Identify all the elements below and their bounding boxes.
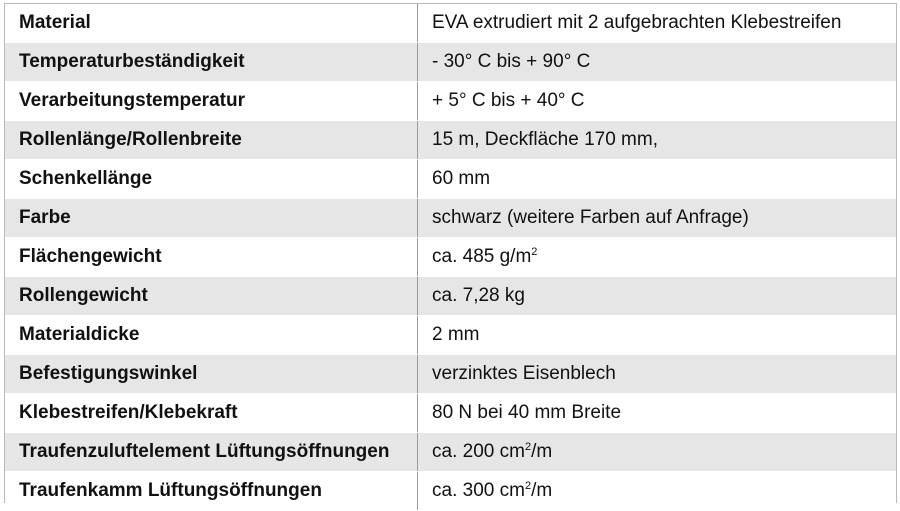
table-row [5,238,896,277]
row-value: 80 N bei 40 mm Breite [418,394,897,433]
row-label: Temperaturbeständigkeit [5,43,418,82]
table-row [5,355,896,394]
row-label: Rollenlänge/Rollenbreite [5,121,418,160]
table-row [5,316,896,355]
value-suffix: /m [531,480,553,501]
spec-table [5,4,896,511]
row-value: - 30° C bis + 90° C [418,43,897,82]
row-value: + 5° C bis + 40° C [418,82,897,121]
value-text: ca. 200 cm [432,441,525,462]
row-label: Farbe [5,199,418,238]
row-label: Traufenkamm Lüftungsöffnungen [5,472,418,511]
row-value: 15 m, Deckfläche 170 mm, [418,121,897,160]
value-text: ca. 300 cm [432,480,525,501]
row-value [418,433,897,472]
table-row [5,160,896,199]
value-suffix: /m [531,441,553,462]
table-row [5,394,896,433]
row-value: 2 mm [418,316,897,355]
superscript: 2 [531,246,538,258]
row-label: Schenkellänge [5,160,418,199]
row-value: 60 mm [418,160,897,199]
row-value [418,472,897,511]
row-value: schwarz (weitere Farben auf Anfrage) [418,199,897,238]
table-row [5,199,896,238]
row-label: Traufenzuluftelement Lüftungsöffnungen [5,433,418,472]
table-row [5,43,896,82]
superscript: 2 [524,441,532,453]
table-row [5,472,896,511]
spec-table-container [4,3,897,503]
row-label: Material [5,4,418,43]
row-value: ca. 7,28 kg [418,277,897,316]
row-value: EVA extrudiert mit 2 aufgebrachten Klebestreifen [418,4,897,43]
table-row [5,433,896,472]
table-row [5,277,896,316]
table-row [5,82,896,121]
superscript: 2 [524,480,532,492]
row-label: Klebestreifen/Klebekraft [5,394,418,433]
row-value [418,238,897,277]
row-value: verzinktes Eisenblech [418,355,897,394]
row-label: Befestigungswinkel [5,355,418,394]
table-row [5,121,896,160]
row-label: Materialdicke [5,316,418,355]
value-text: ca. 485 g/m [432,246,532,267]
table-row [5,4,896,43]
row-label: Flächengewicht [5,238,418,277]
row-label: Rollengewicht [5,277,418,316]
row-label: Verarbeitungstemperatur [5,82,418,121]
